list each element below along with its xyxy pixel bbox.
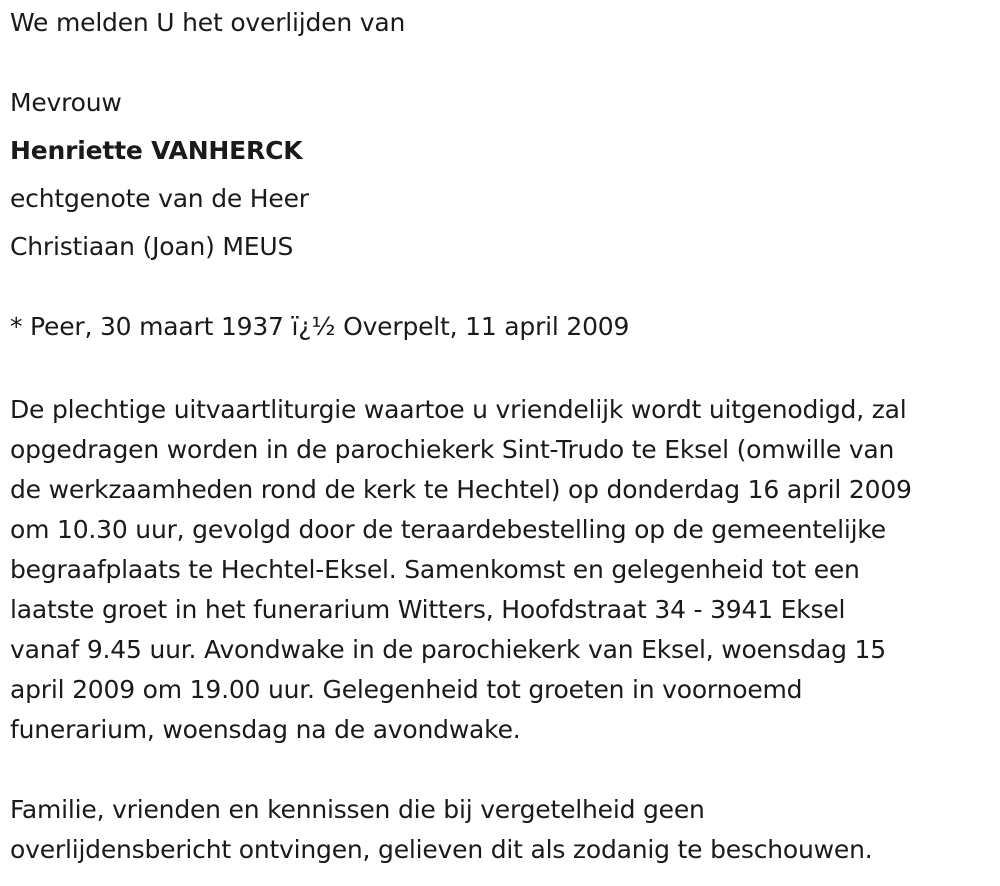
paragraph-line: overlijdensbericht ontvingen, gelieven dit als zodanig te beschouwen.: [10, 835, 873, 864]
paragraph-line: De plechtige uitvaartliturgie waartoe u vriendelijk wordt uitgenodigd, zal: [10, 395, 907, 424]
spouse-relation: echtgenote van de Heer: [10, 184, 309, 213]
paragraph-line: laatste groet in het funerarium Witters, Hoofdstraat 34 - 3941 Eksel: [10, 595, 846, 624]
closing-paragraph: [10, 790, 995, 870]
spouse-name: Christiaan (Joan) MEUS: [10, 232, 294, 261]
paragraph-line: funerarium, woensdag na de avondwake.: [10, 715, 521, 744]
paragraph-line: om 10.30 uur, gevolgd door de teraardebestelling op de gemeentelijke: [10, 515, 886, 544]
paragraph-line: begraafplaats te Hechtel-Eksel. Samenkomst en gelegenheid tot een: [10, 555, 860, 584]
paragraph-line: vanaf 9.45 uur. Avondwake in de parochiekerk van Eksel, woensdag 15: [10, 635, 886, 664]
intro-text: We melden U het overlijden van: [10, 8, 406, 37]
birth-death-dates: * Peer, 30 maart 1937 ï¿½ Overpelt, 11 april 2009: [10, 312, 630, 341]
deceased-name: Henriette VANHERCK: [10, 136, 303, 165]
paragraph-line: Familie, vrienden en kennissen die bij vergetelheid geen: [10, 795, 705, 824]
honorific: Mevrouw: [10, 88, 122, 117]
paragraph-line: opgedragen worden in de parochiekerk Sint-Trudo te Eksel (omwille van: [10, 435, 895, 464]
paragraph-line: de werkzaamheden rond de kerk te Hechtel) op donderdag 16 april 2009: [10, 475, 912, 504]
funeral-details-paragraph: [10, 390, 995, 750]
paragraph-line: april 2009 om 19.00 uur. Gelegenheid tot groeten in voornoemd: [10, 675, 803, 704]
